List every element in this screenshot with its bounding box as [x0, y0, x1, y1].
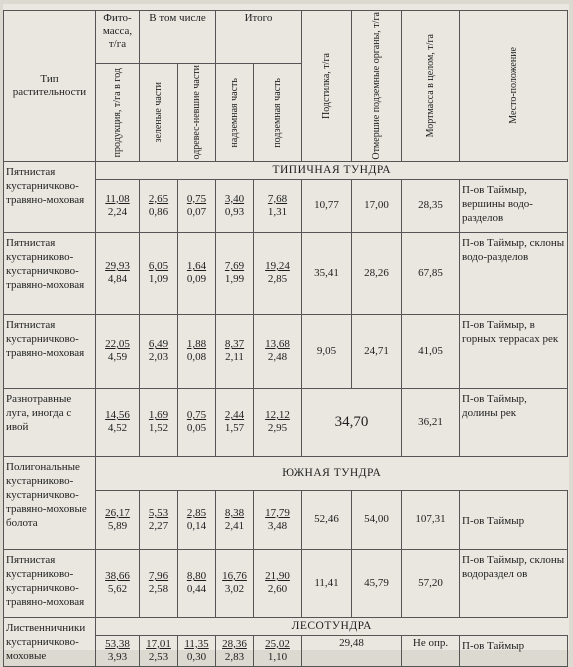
mortmass-value: 28,35 [402, 179, 460, 232]
location-value: П-ов Таймыр, склоны водораздел ов [460, 549, 568, 617]
below-value: 17,79 3,48 [254, 491, 302, 549]
production-value: 22,05 4,59 [96, 314, 140, 388]
vegetation-type: Пятнистая кустарничково-травяно-моховая [4, 314, 96, 388]
below-value: 21,90 2,60 [254, 549, 302, 617]
below-value: 25,02 1,10 [254, 635, 302, 666]
table-row [4, 161, 568, 179]
below-value: 19,24 2,85 [254, 232, 302, 314]
mortmass-value: 67,85 [402, 232, 460, 314]
biomass-table [3, 10, 568, 667]
header-dead-roots: Отмершие подземные органы, т/га [352, 11, 402, 162]
vegetation-type: Разнотравные луга, иногда с ивой [4, 388, 96, 456]
wood-value: 8,80 0,44 [178, 549, 216, 617]
section-heading-southern: ЮЖНАЯ ТУНДРА [96, 456, 568, 491]
mortmass-value: 41,05 [402, 314, 460, 388]
green-value: 17,01 2,53 [140, 635, 178, 666]
section-heading-typical: ТИПИЧНАЯ ТУНДРА [96, 161, 568, 179]
mortmass-value: Не опр. [402, 635, 460, 666]
wood-value: 1,64 0,09 [178, 232, 216, 314]
vegetation-type: Полигональные кустарниково-кустарничково-травяно-моховые болота [4, 456, 96, 549]
header-row-1 [4, 11, 568, 64]
litter-value: 35,41 [302, 232, 352, 314]
green-value: 5,53 2,27 [140, 491, 178, 549]
header-production: продукция, т/га в год [96, 64, 140, 162]
location-value: П-ов Таймыр, вершины водо-разделов [460, 179, 568, 232]
above-value: 2,44 1,57 [216, 388, 254, 456]
location-value: П-ов Таймыр [460, 491, 568, 549]
table-row [4, 456, 568, 491]
litter-value: 11,41 [302, 549, 352, 617]
production-value: 26,17 5,89 [96, 491, 140, 549]
section-heading-forest: ЛЕСОТУНДРА [96, 617, 568, 635]
wood-value: 0,75 0,07 [178, 179, 216, 232]
wood-value: 1,88 0,08 [178, 314, 216, 388]
litter-and-roots-value: 29,48 [302, 635, 402, 666]
vegetation-type: Пятнистая кустарничково-травяно-моховая [4, 161, 96, 232]
litter-value: 9,05 [302, 314, 352, 388]
header-mortmass: Мортмасса в целом, т/га [402, 11, 460, 162]
production-value: 14,56 4,52 [96, 388, 140, 456]
header-total: Итого [216, 11, 302, 64]
production-value: 11,08 2,24 [96, 179, 140, 232]
above-value: 8,38 2,41 [216, 491, 254, 549]
header-location: Место-положение [460, 11, 568, 162]
dead-roots-value: 24,71 [352, 314, 402, 388]
vegetation-type: Пятнистая кустарниково-кустарничково-травяно-моховая [4, 232, 96, 314]
production-value: 53,38 3,93 [96, 635, 140, 666]
header-type: Тип растительности [4, 11, 96, 162]
header-green: зеленые части [140, 64, 178, 162]
litter-value: 52,46 [302, 491, 352, 549]
header-incl: В том числе [140, 11, 216, 64]
litter-value: 10,77 [302, 179, 352, 232]
dead-roots-value: 45,79 [352, 549, 402, 617]
above-value: 7,69 1,99 [216, 232, 254, 314]
dead-roots-value: 28,26 [352, 232, 402, 314]
location-value: П-ов Таймыр, в горных террасах рек [460, 314, 568, 388]
mortmass-value: 57,20 [402, 549, 460, 617]
dead-roots-value: 17,00 [352, 179, 402, 232]
header-above: надземная часть [216, 64, 254, 162]
wood-value: 2,85 0,14 [178, 491, 216, 549]
table-row [4, 549, 568, 617]
mortmass-value: 36,21 [402, 388, 460, 456]
table-row [4, 617, 568, 635]
green-value: 7,96 2,58 [140, 549, 178, 617]
scanned-page [3, 4, 569, 663]
below-value: 7,68 1,31 [254, 179, 302, 232]
production-value: 29,93 4,84 [96, 232, 140, 314]
production-value: 38,66 5,62 [96, 549, 140, 617]
location-value: П-ов Таймыр, склоны водо-разделов [460, 232, 568, 314]
above-value: 3,40 0,93 [216, 179, 254, 232]
wood-value: 11,35 0,30 [178, 635, 216, 666]
vegetation-type: Пятнистая кустарниково-кустарничково-травяно-моховая [4, 549, 96, 617]
header-wood: одревес-невшие части [178, 64, 216, 162]
header-litter: Подстилка, т/га [302, 11, 352, 162]
above-value: 16,76 3,02 [216, 549, 254, 617]
below-value: 12,12 2,95 [254, 388, 302, 456]
table-row [4, 232, 568, 314]
wood-value: 0,75 0,05 [178, 388, 216, 456]
litter-and-roots-value: 34,70 [302, 388, 402, 456]
header-phytomass: Фито-масса, т/га [96, 11, 140, 64]
below-value: 13,68 2,48 [254, 314, 302, 388]
green-value: 6,05 1,09 [140, 232, 178, 314]
green-value: 2,65 0,86 [140, 179, 178, 232]
dead-roots-value: 54,00 [352, 491, 402, 549]
green-value: 1,69 1,52 [140, 388, 178, 456]
table-row [4, 314, 568, 388]
header-below: подземная часть [254, 64, 302, 162]
location-value: П-ов Таймыр, долины рек [460, 388, 568, 456]
table-row [4, 388, 568, 456]
above-value: 8,37 2,11 [216, 314, 254, 388]
green-value: 6,49 2,03 [140, 314, 178, 388]
location-value: П-ов Таймыр [460, 635, 568, 666]
mortmass-value: 107,31 [402, 491, 460, 549]
vegetation-type: Лиственничники кустарничково-моховые [4, 617, 96, 666]
above-value: 28,36 2,83 [216, 635, 254, 666]
